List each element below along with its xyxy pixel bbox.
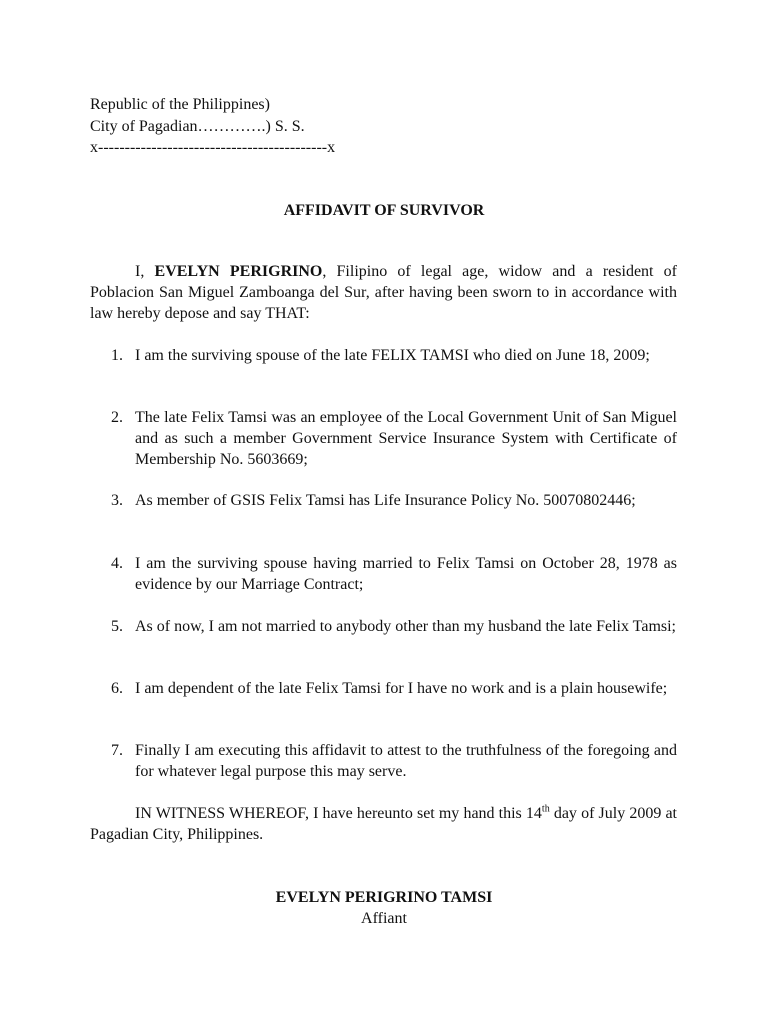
list-item-number: 6.: [111, 680, 123, 697]
header-separator: x-------------------------------------------x: [90, 139, 336, 156]
list-item: [90, 740, 677, 782]
list-item: [90, 490, 677, 511]
witness-day-suffix: th: [541, 803, 550, 815]
list-item: [90, 345, 677, 366]
list-item-text: The late Felix Tamsi was an employee of the Local Government Unit of San Miguel and as such a member Government Service Insurance System with Certificate of Membership No. 5603669;: [135, 409, 677, 468]
header-republic: Republic of the Philippines): [90, 96, 270, 113]
witness-text-end: day of July 2009 at Pagadian City, Philippines.: [90, 805, 677, 843]
affiant-role: Affiant: [361, 910, 407, 927]
list-item-text: Finally I am executing this affidavit to attest to the truthfulness of the foregoing and for whatever legal purpose this may serve.: [135, 742, 677, 780]
intro-prefix: I,: [135, 263, 155, 280]
list-item-text: As of now, I am not married to anybody other than my husband the late Felix Tamsi;: [135, 618, 676, 635]
header-city: City of Pagadian………….) S. S.: [90, 118, 305, 135]
list-item-text: I am the surviving spouse of the late FELIX TAMSI who died on June 18, 2009;: [135, 347, 650, 364]
witness-text-start: IN WITNESS WHEREOF, I have hereunto set my hand this 14: [135, 805, 542, 822]
list-item-number: 4.: [111, 555, 123, 572]
affiant-name-inline: EVELYN PERIGRINO: [154, 263, 323, 280]
list-item-number: 2.: [111, 409, 123, 426]
list-item: [90, 553, 677, 595]
list-item-number: 3.: [111, 492, 123, 509]
intro-paragraph: [90, 261, 677, 324]
witness-paragraph: [90, 803, 677, 845]
list-item: [90, 616, 677, 637]
list-item: [90, 678, 677, 699]
list-item-text: I am dependent of the late Felix Tamsi for I have no work and is a plain housewife;: [135, 680, 668, 697]
list-item-number: 5.: [111, 618, 123, 635]
list-item-text: As member of GSIS Felix Tamsi has Life Insurance Policy No. 50070802446;: [135, 492, 636, 509]
intro-rest: , Filipino of legal age, widow and a resident of Poblacion San Miguel Zamboanga del Sur, after having been sworn to in accordance with law hereby depose and say THAT:: [90, 263, 677, 322]
document-title: AFFIDAVIT OF SURVIVOR: [283, 202, 485, 219]
list-item-text: I am the surviving spouse having married to Felix Tamsi on October 28, 1978 as evidence by our Marriage Contract;: [135, 555, 677, 593]
list-item: [90, 407, 677, 470]
list-item-number: 7.: [111, 742, 123, 759]
affiant-signature-name: EVELYN PERIGRINO TAMSI: [275, 889, 493, 906]
list-item-number: 1.: [111, 347, 123, 364]
